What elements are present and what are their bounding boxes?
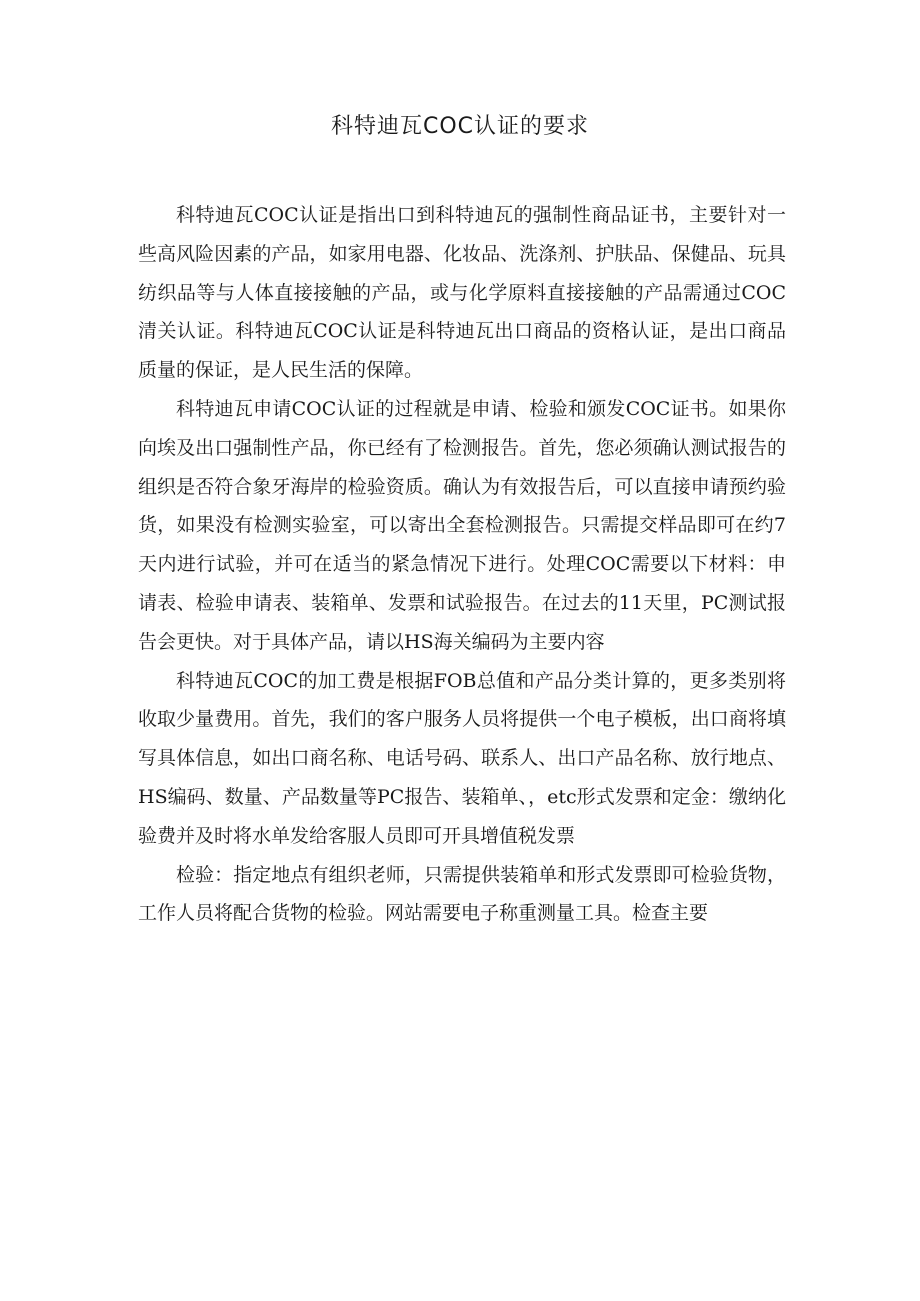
paragraph-inspection: 检验：指定地点有组织老师，只需提供装箱单和形式发票即可检验货物，工作人员将配合货物的检验。网站需要电子称重测量工具。检查主要 [138, 863, 786, 925]
document-body [138, 196, 786, 933]
document-title: 科特迪瓦COC认证的要求 [330, 114, 590, 139]
paragraph-processing-fee: 科特迪瓦COC的加工费是根据FOB总值和产品分类计算的，更多类别将收取少量费用。首先，我们的客户服务人员将提供一个电子模板，出口商将填写具体信息，如出口商名称、电话号码、联系人、出口产品名称、放行地点、HS编码、数量、产品数量等PC报告、装箱单、，etc形式发票和定金：缴纳化验费并及时将水单发给客服人员即可开具增值税发票 [138, 669, 786, 847]
paragraph-coc-definition: 科特迪瓦COC认证是指出口到科特迪瓦的强制性商品证书，主要针对一些高风险因素的产品，如家用电器、化妆品、洗涤剂、护肤品、保健品、玩具纺织品等与人体直接接触的产品，或与化学原料直接接触的产品需通过COC清关认证。科特迪瓦COC认证是科特迪瓦出口商品的资格认证，是出口商品质量的保证，是人民生活的保障。 [138, 204, 786, 382]
paragraph-application-process: 科特迪瓦申请COC认证的过程就是申请、检验和颁发COC证书。如果你向埃及出口强制性产品，你已经有了检测报告。首先，您必须确认测试报告的组织是否符合象牙海岸的检验资质。确认为有效报告后，可以直接申请预约验货，如果没有检测实验室，可以寄出全套检测报告。只需提交样品即可在约7天内进行试验，并可在适当的紧急情况下进行。处理COC需要以下材料：申请表、检验申请表、装箱单、发票和试验报告。在过去的11天里，PC测试报告会更快。对于具体产品，请以HS海关编码为主要内容 [138, 397, 786, 653]
